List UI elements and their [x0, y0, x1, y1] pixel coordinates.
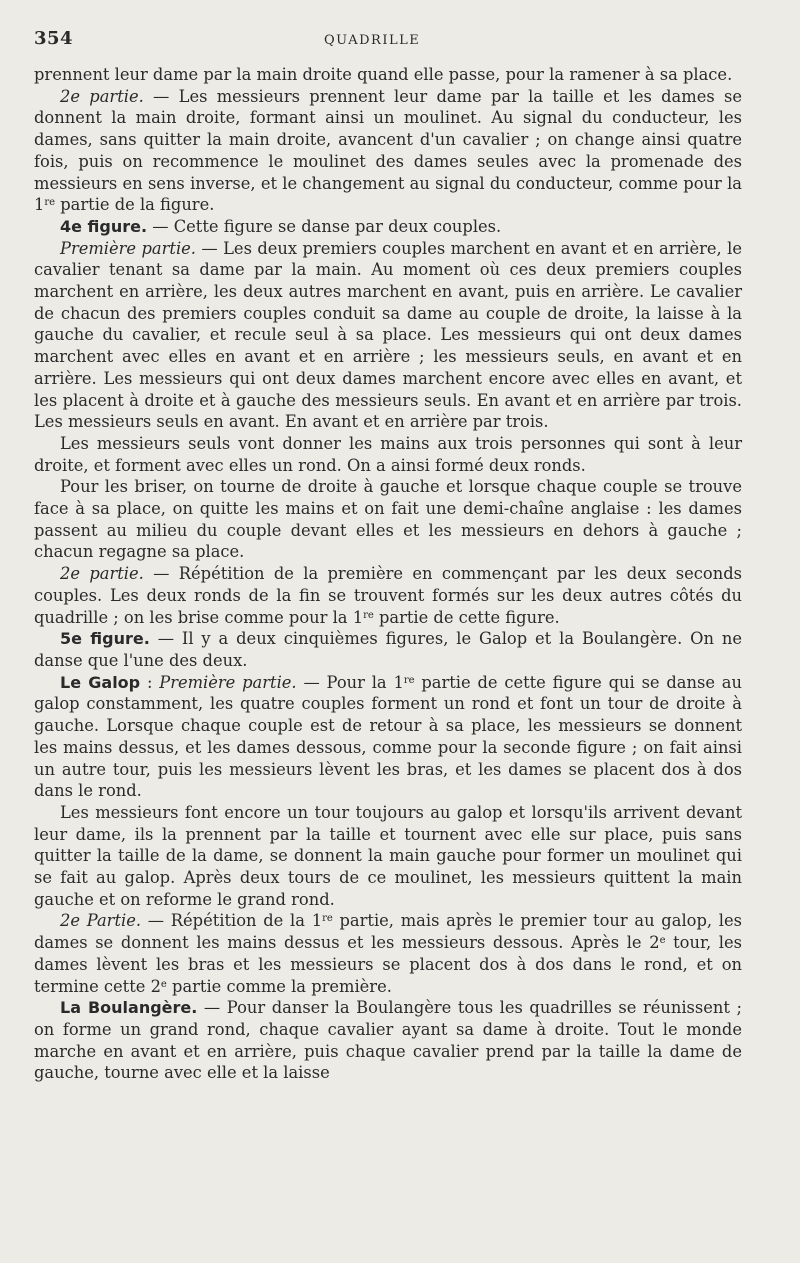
- paragraph-text: — Pour danser la Boulangère tous les quadrilles se réunissent ; on forme un grand rond, chaque cavalier ayant sa dame à droite. Tout le monde marche en avant et en arrière, puis chaque cavalier prend par la taille la dame de gauche, tourne avec elle et la laisse: [34, 998, 742, 1083]
- part-label: 2e partie.: [60, 86, 144, 106]
- paragraph-text: tour, les dames lèvent les bras et les messieurs se placent dos à dos dans le rond, et on termine cette: [34, 933, 742, 996]
- ordinal-suffix: e: [659, 935, 666, 947]
- ordinal: 2: [649, 933, 660, 953]
- page-number: 354: [34, 28, 74, 49]
- ordinal: 1: [393, 672, 404, 692]
- paragraph-text: Pour les briser, on tourne de droite à gauche et lorsque chaque couple se trouve face à sa place, on quitte les mains et on fait une demi-chaîne anglaise : les dames passent au milieu du couple devant elles et les messieurs en dehors à gauche ; chacun regagne sa place.: [34, 477, 742, 562]
- paragraph-text: partie de cette figure.: [373, 607, 560, 627]
- paragraph: [34, 997, 742, 1084]
- paragraph: [34, 802, 742, 911]
- paragraph-text: — Cette figure se danse par deux couples.: [147, 216, 502, 236]
- part-label: Première partie.: [159, 672, 297, 692]
- paragraph-text: prennent leur dame par la main droite quand elle passe, pour la ramener à sa place.: [34, 65, 733, 84]
- paragraph-text: — Répétition de la: [141, 911, 312, 931]
- paragraph-text: — Les messieurs prennent leur dame par la taille et les dames se donnent la main droite, formant ainsi un moulinet. Au signal du conducteur, les dames, sans quitter la main droite, avancent d'un cavalier ; on change ainsi quatre fois, puis on recommence le moulinet des dames seules avec la promenade des messieurs en sens inverse, et le changement au signal du conducteur, comme pour la: [34, 86, 742, 193]
- ordinal-suffix: e: [160, 978, 167, 990]
- paragraph-text: — Il y a deux cinquièmes figures, le Galop et la Boulangère. On ne danse que l'une des deux.: [34, 629, 742, 670]
- paragraph-text: — Les deux premiers couples marchent en avant et en arrière, le cavalier tenant sa dame par la main. Au moment où ces deux premiers couples marchent en arrière, les deux autres marchent en avant, puis en arrière. Le cavalier de chacun des premiers couples conduit sa dame au couple de droite, la laisse à la gauche du cavalier, et recule seul à sa place. Les messieurs qui ont deux dames marchent avec elles en avant et en arrière ; les messieurs seuls, en avant et en arrière. Les messieurs qui ont deux dames marchent encore avec elles en avant, et les placent à droite et à gauche des messieurs seuls. En avant et en arrière par trois. Les messieurs seuls en avant. En avant et en arrière par trois.: [34, 238, 742, 432]
- ordinal: 1: [352, 607, 364, 627]
- paragraph: [34, 216, 742, 238]
- paragraph-text: — Pour la: [296, 672, 394, 692]
- part-label: Première partie.: [60, 238, 196, 258]
- ordinal-suffix: re: [322, 913, 333, 925]
- paragraph: [34, 64, 742, 86]
- paragraph-text: partie comme la première.: [166, 976, 392, 996]
- ordinal: 1: [34, 195, 45, 215]
- running-head: QUADRILLE: [324, 33, 421, 48]
- paragraph-text: Les messieurs seuls vont donner les mains aux trois personnes qui sont à leur droite, et forment avec elles un rond. On a ainsi formé deux ronds.: [34, 433, 742, 475]
- ordinal: 1: [311, 911, 323, 931]
- part-label: 2e Partie.: [60, 911, 142, 931]
- page-header: [34, 28, 742, 58]
- dance-heading: Le Galop: [60, 672, 141, 692]
- paragraph: [34, 628, 742, 671]
- ordinal-suffix: re: [44, 197, 56, 209]
- paragraph: [34, 86, 742, 216]
- ordinal: 2: [150, 976, 161, 996]
- paragraph: [34, 238, 742, 433]
- paragraph-text: Les messieurs font encore un tour toujours au galop et lorsqu'ils arrivent devant leur dame, ils la prennent par la taille et tournent avec elle sur place, puis sans quitter la taille de la dame, se donnent la main gauche pour former un moulinet qui se fait au galop. Après deux tours de ce moulinet, les messieurs quittent la main gauche et on reforme le grand rond.: [34, 802, 742, 909]
- separator: :: [140, 672, 160, 692]
- paragraph-text: partie, mais après le premier tour au galop, les dames se donnent les mains dessus et les messieurs dessous. Après le: [34, 911, 742, 953]
- paragraph-text: — Répétition de la première en commençant par les deux seconds couples. Les deux ronds de la fin se trouvent formés sur les deux autres côtés du quadrille ; on les brise comme pour la: [34, 564, 742, 627]
- figure-heading: 4e figure.: [60, 216, 148, 236]
- paragraph: [34, 910, 742, 997]
- paragraph: [34, 672, 742, 802]
- figure-heading: 5e figure.: [60, 629, 150, 649]
- dance-heading: La Boulangère.: [60, 998, 198, 1018]
- page-body: [34, 64, 742, 1084]
- part-label: 2e partie.: [60, 564, 144, 584]
- ordinal-suffix: re: [403, 674, 415, 686]
- paragraph: [34, 476, 742, 563]
- paragraph: [34, 563, 742, 628]
- paragraph-text: partie de cette figure qui se danse au galop constamment, les quatre couples forment un rond et font un tour de droite à gauche. Lorsque chaque couple est de retour à sa place, les messieurs se donnent les mains dessus, et les dames dessous, comme pour la seconde figure ; on fait ainsi un autre tour, puis les messieurs lèvent les bras, et les dames se placent dos à dos dans le rond.: [34, 672, 742, 801]
- paragraph: [34, 433, 742, 476]
- ordinal-suffix: re: [363, 609, 374, 621]
- paragraph-text: partie de la figure.: [55, 195, 215, 215]
